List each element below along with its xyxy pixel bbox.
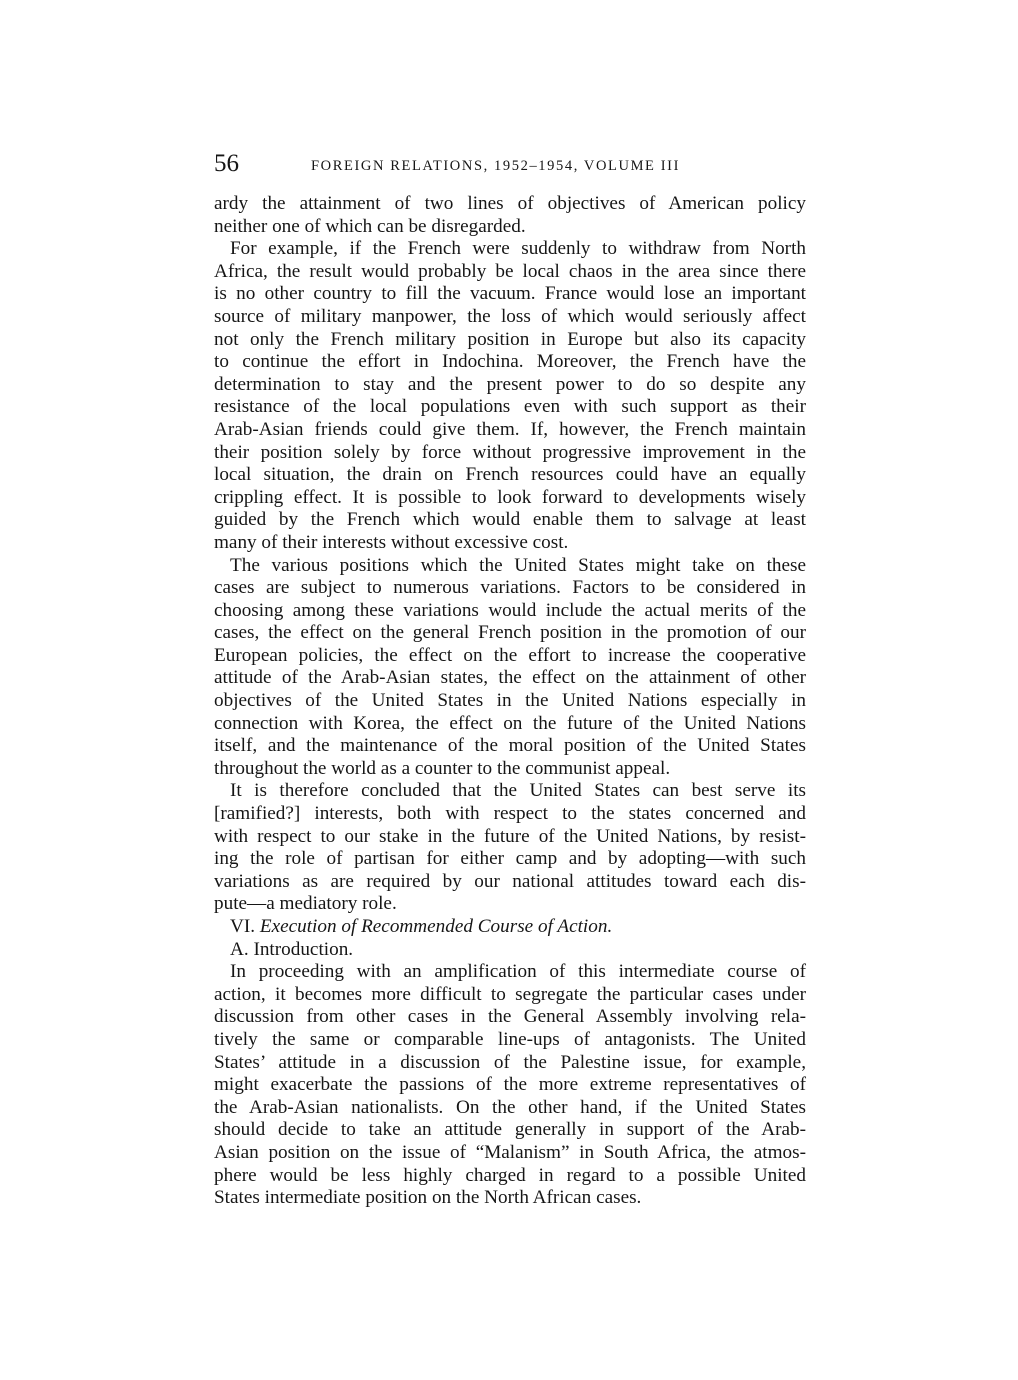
section-heading-number: VI.: [230, 916, 256, 937]
text-line: resistance of the local populations even with such support as their: [214, 396, 806, 418]
text-line: crippling effect. It is possible to look forward to developments wisely: [214, 486, 806, 508]
text-line: throughout the world as a counter to the communist appeal.: [214, 757, 671, 779]
text-line: the Arab-Asian nationalists. On the other hand, if the United States: [214, 1096, 806, 1118]
text-line: many of their interests without excessive cost.: [214, 531, 569, 553]
section-heading-title: Execution of Recommended Course of Action.: [259, 916, 613, 937]
text-line: Asian position on the issue of “Malanism” in South Africa, the atmos-: [214, 1141, 806, 1163]
text-line: phere would be less highly charged in regard to a possible United: [214, 1164, 806, 1186]
text-line: their position solely by force without progressive improvement in the: [214, 441, 806, 463]
text-line: [ramified?] interests, both with respect to the states concerned and: [214, 803, 806, 825]
text-line: local situation, the drain on French resources could have an equally: [214, 464, 806, 486]
text-line: For example, if the French were suddenly to withdraw from North: [230, 238, 806, 260]
text-line: Arab-Asian friends could give them. If, however, the French maintain: [214, 418, 806, 440]
text-line: to continue the effort in Indochina. Moreover, the French have the: [214, 351, 806, 373]
page-number: 56: [214, 150, 239, 177]
text-line: choosing among these variations would include the actual merits of the: [214, 599, 806, 621]
text-line: guided by the French which would enable them to salvage at least: [214, 509, 806, 531]
text-line: should decide to take an attitude generally in support of the Arab-: [214, 1119, 806, 1141]
text-line: The various positions which the United States might take on these: [230, 554, 806, 576]
text-line: determination to stay and the present power to do so despite any: [214, 373, 806, 395]
text-line: States’ attitude in a discussion of the Palestine issue, for example,: [214, 1051, 806, 1073]
text-line: might exacerbate the passions of the more extreme representatives of: [214, 1074, 806, 1096]
text-line: is no other country to fill the vacuum. France would lose an important: [214, 283, 806, 305]
text-line: ardy the attainment of two lines of objectives of American policy: [214, 193, 806, 214]
text-line: cases are subject to numerous variations. Factors to be considered in: [214, 577, 806, 599]
text-line: itself, and the maintenance of the moral position of the United States: [214, 735, 806, 757]
text-line: action, it becomes more difficult to segregate the particular cases under: [214, 983, 806, 1005]
body-text: [214, 193, 806, 1210]
text-line: not only the French military position in Europe but also its capacity: [214, 328, 806, 350]
text-line: source of military manpower, the loss of which would seriously affect: [214, 305, 806, 327]
text-line: Africa, the result would probably be local chaos in the area since there: [214, 260, 806, 282]
text-line: discussion from other cases in the General Assembly involving rela-: [214, 1006, 806, 1028]
text-line: with respect to our stake in the future of the United Nations, by resist-: [214, 825, 806, 847]
text-line: attitude of the Arab-Asian states, the effect on the attainment of other: [214, 667, 806, 689]
text-line: neither one of which can be disregarded.: [214, 215, 526, 237]
running-title: FOREIGN RELATIONS, 1952–1954, VOLUME III: [311, 158, 681, 174]
text-line: connection with Korea, the effect on the future of the United Nations: [214, 712, 806, 734]
text-line: objectives of the United States in the United Nations especially in: [214, 690, 806, 712]
text-line: In proceeding with an amplification of this intermediate course of: [230, 961, 806, 983]
text-line: pute—a mediatory role.: [214, 893, 397, 915]
text-line: States intermediate position on the North African cases.: [214, 1187, 642, 1209]
text-line: variations as are required by our national attitudes toward each dis-: [214, 870, 806, 892]
text-line: tively the same or comparable line-ups of antagonists. The United: [214, 1028, 806, 1050]
text-line: ing the role of partisan for either camp and by adopting—with such: [214, 848, 806, 870]
text-line: cases, the effect on the general French position in the promotion of our: [214, 622, 806, 644]
section-heading: [214, 916, 806, 939]
text-line: It is therefore concluded that the United States can best serve its: [230, 780, 806, 802]
subsection-heading: A. Introduction.: [230, 938, 354, 960]
running-head: [214, 150, 806, 180]
text-line: European policies, the effect on the effort to increase the cooperative: [214, 644, 806, 666]
